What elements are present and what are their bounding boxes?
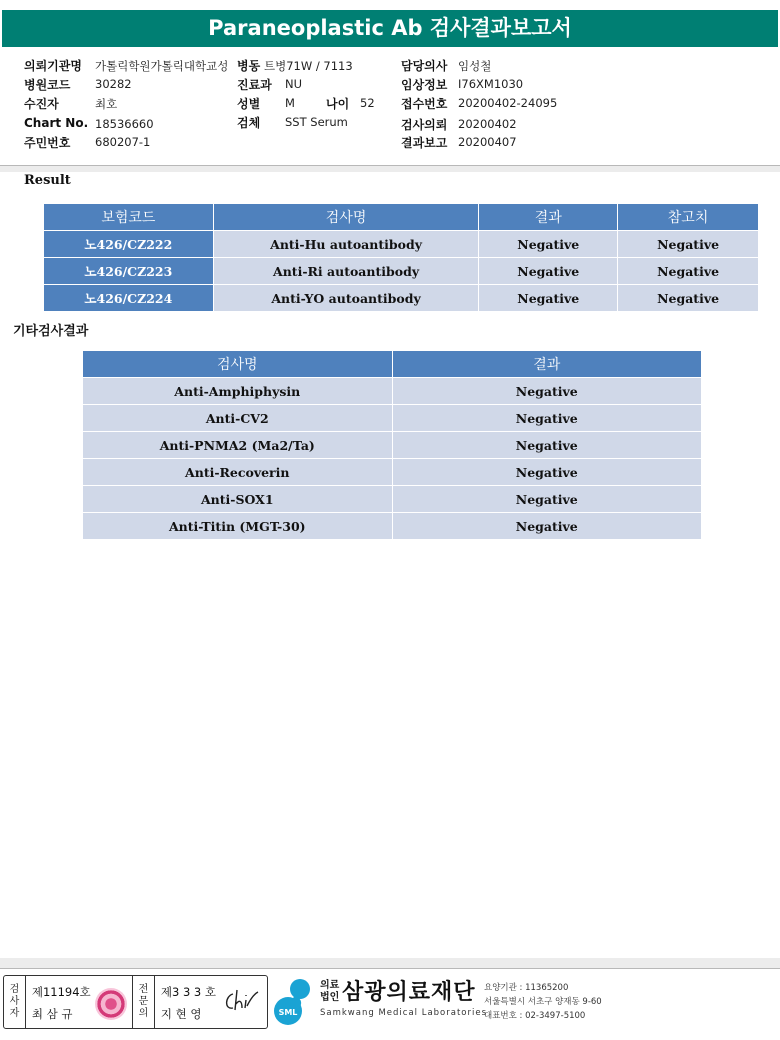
sex-value: M	[285, 96, 295, 110]
insurance-code: 노426/CZ224	[44, 285, 214, 312]
ward-value: 트병71W / 7113	[264, 59, 353, 73]
test-result: Negative	[392, 486, 701, 513]
test-name: Anti-Hu autoantibody	[213, 231, 479, 258]
doctor-value: 임성철	[458, 59, 492, 73]
organization-logo	[272, 975, 602, 1029]
request-label: 검사의뢰	[401, 118, 448, 132]
table-row	[83, 378, 702, 405]
test-name: Anti-PNMA2 (Ma2/Ta)	[83, 432, 393, 459]
report-date-value: 20200407	[458, 135, 517, 149]
resident-value: 680207-1	[95, 135, 151, 149]
table-row	[44, 258, 759, 285]
inspector-license: 제11194호	[31, 985, 91, 999]
patient-value: 최호	[95, 97, 118, 111]
test-result: Negative	[392, 513, 701, 540]
chart-no-label: Chart No.	[24, 116, 89, 130]
request-value: 20200402	[458, 117, 517, 131]
footer-divider	[0, 968, 780, 969]
column-header: 검사명	[83, 351, 393, 378]
insurance-code: 노426/CZ223	[44, 258, 214, 285]
resident-label: 주민번호	[24, 136, 71, 150]
test-result: Negative	[392, 432, 701, 459]
table-row	[44, 231, 759, 258]
dept-label: 진료과	[237, 78, 272, 92]
reference-value: Negative	[618, 258, 759, 285]
column-header: 검사명	[213, 204, 479, 231]
org-english-name: Samkwang Medical Laboratories	[320, 1008, 488, 1018]
institution-value: 가톨릭학원가톨릭대학교성	[95, 59, 229, 73]
clinical-label: 임상정보	[401, 78, 448, 92]
column-header: 참고치	[618, 204, 759, 231]
specialist-cell	[155, 976, 267, 1028]
address: 서울특별시 서초구 양재동 9-60	[484, 997, 602, 1007]
other-results-table	[82, 350, 702, 540]
test-result: Negative	[479, 231, 618, 258]
inspector-vertical-label: 검 사 자	[4, 976, 26, 1028]
result-table	[43, 203, 759, 312]
footer-divider-shade	[0, 958, 780, 968]
chart-no-value: 18536660	[95, 117, 154, 131]
dept-value: NU	[285, 77, 303, 91]
table-row	[83, 405, 702, 432]
signature-box	[3, 975, 268, 1029]
institution-code: 요양기관 : 11365200	[484, 983, 569, 993]
specimen-value: SST Serum	[285, 115, 348, 129]
test-name: Anti-CV2	[83, 405, 393, 432]
test-name: Anti-Recoverin	[83, 459, 393, 486]
report-date-label: 결과보고	[401, 136, 448, 150]
hospital-code-value: 30282	[95, 77, 132, 91]
table-header-row	[83, 351, 702, 378]
test-result: Negative	[479, 258, 618, 285]
report-title: Paraneoplastic Ab 검사결과보고서	[2, 10, 778, 47]
reference-value: Negative	[618, 231, 759, 258]
doctor-label: 담당의사	[401, 59, 448, 73]
column-header: 보험코드	[44, 204, 214, 231]
receipt-label: 접수번호	[401, 97, 448, 111]
receipt-value: 20200402-24095	[458, 96, 558, 110]
institution-label: 의뢰기관명	[24, 59, 82, 73]
table-header-row	[44, 204, 759, 231]
patient-label: 수진자	[24, 97, 59, 111]
specialist-name: 지 현 영	[160, 1007, 202, 1021]
result-section-title: Result	[24, 173, 71, 188]
column-header: 결과	[392, 351, 701, 378]
test-name: Anti-Ri autoantibody	[213, 258, 479, 285]
test-result: Negative	[392, 378, 701, 405]
test-result: Negative	[479, 285, 618, 312]
table-row	[83, 432, 702, 459]
specimen-label: 검체	[237, 116, 261, 130]
age-value: 52	[360, 96, 375, 110]
org-name: 삼광의료재단	[342, 980, 476, 1005]
test-name: Anti-Titin (MGT-30)	[83, 513, 393, 540]
patient-info	[0, 50, 780, 165]
table-row	[83, 486, 702, 513]
other-section-title: 기타검사결과	[13, 324, 89, 339]
signature-mark	[221, 986, 261, 1016]
specialist-license: 제3 3 3 호	[160, 985, 217, 999]
clinical-value: I76XM1030	[458, 77, 524, 91]
table-row	[83, 513, 702, 540]
sml-logo-icon	[272, 977, 316, 1027]
specialist-vertical-label: 전 문 의	[133, 976, 155, 1028]
table-row	[83, 459, 702, 486]
inspector-name: 최 삼 규	[31, 1007, 73, 1021]
test-result: Negative	[392, 405, 701, 432]
hospital-code-label: 병원코드	[24, 78, 71, 92]
test-name: Anti-Amphiphysin	[83, 378, 393, 405]
test-result: Negative	[392, 459, 701, 486]
org-type-label: 의료 법인	[320, 980, 340, 1003]
inspector-cell	[26, 976, 133, 1028]
test-name: Anti-SOX1	[83, 486, 393, 513]
phone-number: 대표번호 : 02-3497-5100	[484, 1011, 586, 1021]
age-label: 나이	[326, 97, 350, 111]
seal-stamp	[95, 988, 127, 1020]
sex-label: 성별	[237, 97, 261, 111]
ward-label: 병동	[237, 59, 261, 73]
column-header: 결과	[479, 204, 618, 231]
insurance-code: 노426/CZ222	[44, 231, 214, 258]
test-name: Anti-YO autoantibody	[213, 285, 479, 312]
logo-text: SML	[278, 1008, 298, 1017]
divider-shade	[0, 166, 780, 172]
reference-value: Negative	[618, 285, 759, 312]
table-row	[44, 285, 759, 312]
